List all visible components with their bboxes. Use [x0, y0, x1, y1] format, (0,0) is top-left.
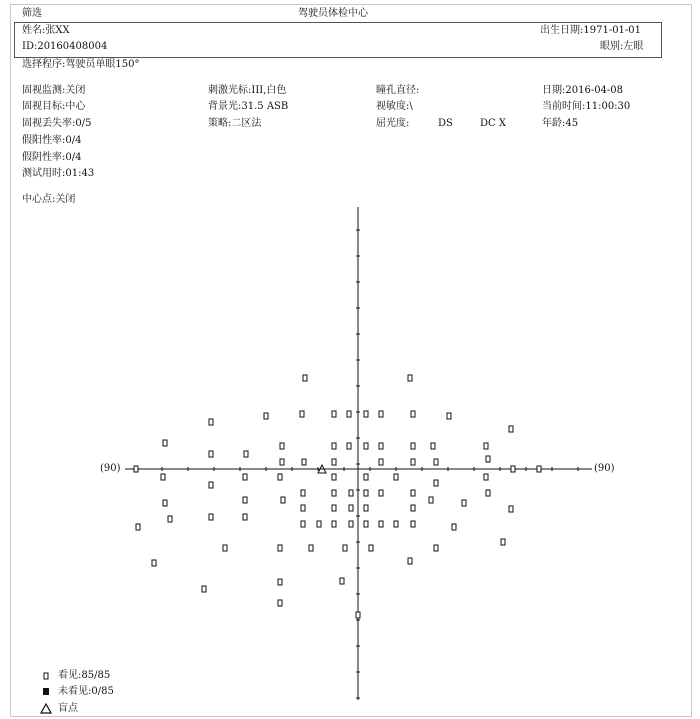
seen-point — [332, 474, 336, 480]
seen-point — [243, 497, 247, 503]
seen-point — [349, 521, 353, 527]
seen-point — [431, 443, 435, 449]
false-negative: 假阴性率:0/4 — [22, 152, 82, 163]
false-positive: 假阳性率:0/4 — [22, 135, 82, 146]
seen-point — [332, 459, 336, 465]
seen-point — [280, 443, 284, 449]
seen-point — [332, 521, 336, 527]
seen-point — [434, 459, 438, 465]
seen-point — [301, 521, 305, 527]
seen-point — [349, 505, 353, 511]
test-program: 选择程序:驾驶员单眼150° — [22, 59, 140, 70]
fixation-target: 固视目标:中心 — [22, 101, 86, 112]
seen-point — [209, 514, 213, 520]
seen-point — [332, 505, 336, 511]
axis-label-left: (90) — [100, 463, 121, 474]
seen-point — [303, 375, 307, 381]
background-light: 背景光:31.5 ASB — [208, 101, 289, 112]
seen-point — [452, 524, 456, 530]
seen-point — [356, 612, 360, 618]
fixation-monitor: 固视监测:关闭 — [22, 85, 86, 96]
seen-point — [484, 443, 488, 449]
seen-point — [349, 490, 353, 496]
test-points — [134, 375, 541, 618]
seen-point — [317, 521, 321, 527]
seen-point — [223, 545, 227, 551]
seen-point — [364, 505, 368, 511]
seen-point — [340, 578, 344, 584]
fixation-loss: 固视丢失率:0/5 — [22, 118, 92, 129]
seen-point — [168, 516, 172, 522]
seen-point — [364, 521, 368, 527]
seen-point — [411, 521, 415, 527]
seen-point — [537, 466, 541, 472]
seen-point — [302, 459, 306, 465]
seen-point — [332, 490, 336, 496]
seen-point — [429, 497, 433, 503]
seen-point — [202, 586, 206, 592]
seen-point — [278, 579, 282, 585]
seen-point — [163, 500, 167, 506]
age: 年龄:45 — [542, 118, 579, 129]
stimulus: 刺激光标:III,白色 — [208, 85, 287, 96]
seen-point — [301, 490, 305, 496]
seen-point — [347, 443, 351, 449]
seen-point — [278, 545, 282, 551]
seen-point — [369, 545, 373, 551]
seen-point — [264, 413, 268, 419]
seen-point — [347, 411, 351, 417]
screening-label: 筛选 — [22, 8, 42, 19]
seen-point — [411, 459, 415, 465]
seen-point — [278, 474, 282, 480]
report-title: 驾驶员体检中心 — [298, 8, 368, 19]
test-duration: 测试用时:01:43 — [22, 168, 95, 179]
seen-point — [243, 514, 247, 520]
seen-point — [309, 545, 313, 551]
eye-side: 眼别:左眼 — [600, 41, 644, 52]
seen-point — [364, 443, 368, 449]
seen-point — [434, 545, 438, 551]
seen-point — [411, 411, 415, 417]
seen-point — [379, 521, 383, 527]
seen-point — [364, 474, 368, 480]
seen-point — [394, 474, 398, 480]
seen-point — [278, 600, 282, 606]
seen-point — [486, 490, 490, 496]
seen-point — [209, 451, 213, 457]
seen-point — [379, 490, 383, 496]
current-time: 当前时间:11:00:30 — [542, 101, 631, 112]
seen-point — [394, 521, 398, 527]
seen-point — [379, 411, 383, 417]
seen-point — [243, 474, 247, 480]
refraction-ds: DS — [438, 118, 453, 129]
center-point-status: 中心点:关闭 — [22, 194, 76, 205]
seen-point — [509, 506, 513, 512]
seen-point — [300, 411, 304, 417]
seen-point — [379, 443, 383, 449]
seen-point — [364, 490, 368, 496]
seen-point — [411, 490, 415, 496]
seen-point — [163, 440, 167, 446]
visual-acuity: 视敏度:\ — [376, 101, 413, 112]
seen-point — [152, 560, 156, 566]
seen-point — [411, 505, 415, 511]
seen-point — [484, 474, 488, 480]
pupil-diameter: 瞳孔直径: — [376, 85, 420, 96]
seen-point — [364, 411, 368, 417]
patient-id: ID:20160408004 — [22, 41, 108, 52]
seen-point — [411, 443, 415, 449]
strategy: 策略:二区法 — [208, 118, 262, 129]
axis-ticks — [136, 230, 578, 698]
seen-point — [501, 539, 505, 545]
test-date: 日期:2016-04-08 — [542, 85, 624, 96]
seen-point — [408, 558, 412, 564]
seen-point — [486, 456, 490, 462]
seen-point — [332, 411, 336, 417]
seen-point — [332, 443, 336, 449]
legend-blind-spot: 盲点 — [58, 703, 78, 714]
patient-name: 姓名:张XX — [22, 25, 70, 36]
seen-point — [281, 497, 285, 503]
refraction: 屈光度: — [376, 118, 410, 129]
seen-point — [447, 413, 451, 419]
seen-point — [511, 466, 515, 472]
seen-point — [134, 466, 138, 472]
seen-point — [209, 482, 213, 488]
refraction-dc: DC X — [480, 118, 506, 129]
seen-point — [408, 375, 412, 381]
legend-seen: 看见:85/85 — [58, 670, 111, 681]
axis-label-right: (90) — [594, 463, 615, 474]
seen-point — [462, 500, 466, 506]
birth-date: 出生日期:1971-01-01 — [540, 25, 642, 36]
legend-unseen: 未看见:0/85 — [58, 686, 114, 697]
seen-point — [379, 459, 383, 465]
seen-point — [280, 459, 284, 465]
seen-point — [244, 451, 248, 457]
seen-point — [301, 505, 305, 511]
seen-point — [509, 426, 513, 432]
seen-point — [343, 545, 347, 551]
seen-point — [161, 474, 165, 480]
seen-point — [434, 480, 438, 486]
seen-point — [136, 524, 140, 530]
seen-point — [209, 419, 213, 425]
